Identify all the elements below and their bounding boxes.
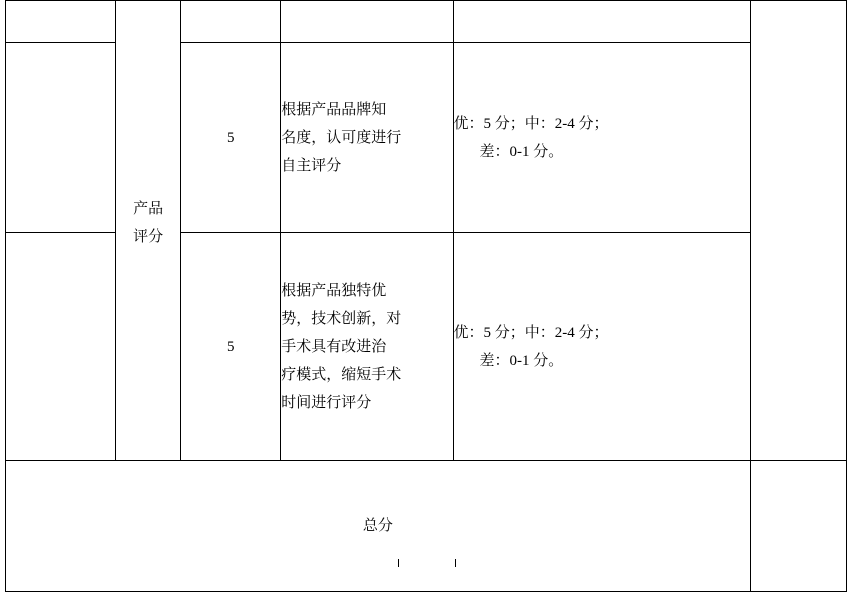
brand-standard-cell bbox=[453, 43, 750, 233]
total-label-cell: 总分 bbox=[6, 461, 751, 592]
brand-criteria-line-3: 自主评分 bbox=[281, 157, 342, 174]
footer-separator bbox=[0, 559, 852, 567]
tech-standard-cell bbox=[453, 233, 750, 461]
brand-standard-line-1: 优：5 分；中：2-4 分； bbox=[453, 115, 609, 132]
row-category-blank bbox=[6, 1, 116, 43]
row-standard-blank bbox=[453, 1, 750, 43]
brand-standard-line-2: 差：0-1 分。 bbox=[479, 143, 564, 160]
tech-score-cell: 5 bbox=[181, 233, 281, 461]
footer-tick-left bbox=[398, 559, 399, 567]
scoring-table bbox=[5, 0, 847, 592]
brand-category-cell bbox=[6, 43, 116, 233]
table-row-total bbox=[6, 461, 847, 592]
tech-criteria-line-5: 时间进行评分 bbox=[281, 394, 372, 411]
tech-category-cell bbox=[6, 233, 116, 461]
row-group-label bbox=[116, 0, 181, 453]
footer-tick-right bbox=[455, 559, 456, 567]
brand-criteria-cell bbox=[281, 43, 453, 233]
total-result-cell bbox=[750, 461, 846, 592]
brand-criteria-line-1: 根据产品品牌知 bbox=[281, 101, 387, 118]
brand-score-cell: 5 bbox=[181, 43, 281, 233]
row-criteria-blank bbox=[281, 1, 453, 43]
group-label-line2: 评分 bbox=[133, 228, 164, 245]
row-result-blank bbox=[750, 1, 846, 461]
tech-criteria-line-4: 疗模式，缩短手术 bbox=[281, 366, 402, 383]
tech-criteria-line-1: 根据产品独特优 bbox=[281, 282, 387, 299]
row-score-blank bbox=[181, 1, 281, 43]
tech-standard-line-1: 优：5 分；中：2-4 分； bbox=[453, 324, 609, 341]
tech-standard-line-2: 差：0-1 分。 bbox=[479, 352, 564, 369]
tech-criteria-line-2: 势，技术创新，对 bbox=[281, 310, 402, 327]
table-row bbox=[6, 1, 847, 43]
brand-criteria-line-2: 名度，认可度进行 bbox=[281, 129, 402, 146]
group-label-line1: 产品 bbox=[133, 200, 164, 217]
tech-criteria-line-3: 手术具有改进治 bbox=[281, 338, 387, 355]
tech-criteria-cell bbox=[281, 233, 453, 461]
